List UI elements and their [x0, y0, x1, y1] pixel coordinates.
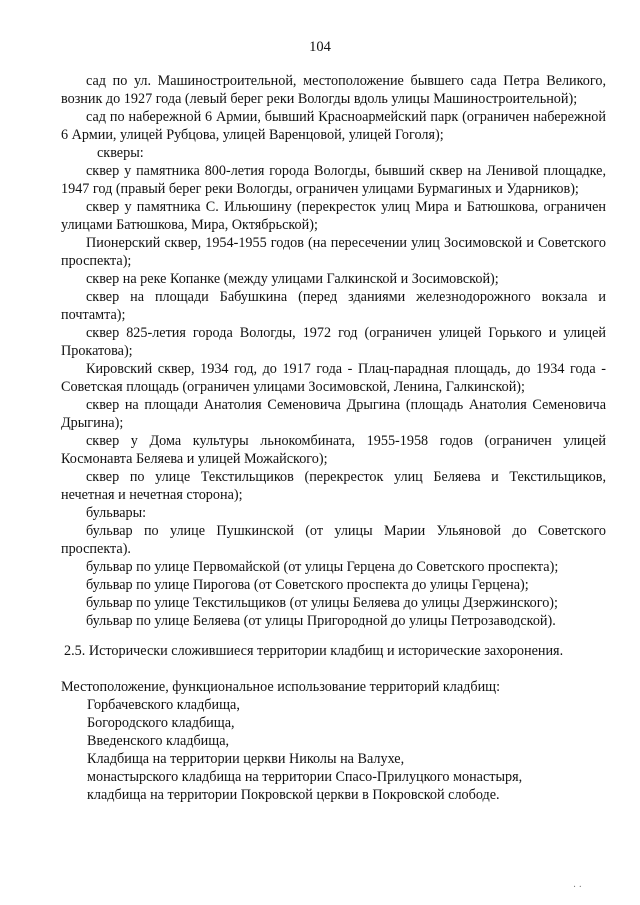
cemetery-item: Введенского кладбища,	[87, 733, 230, 749]
paragraph-boulevard-pirogova: бульвар по улице Пирогова (от Советского проспекта до улицы Герцена);	[86, 577, 529, 593]
cemetery-item: Кладбища на территории церкви Николы на Валухе,	[87, 751, 405, 767]
paragraph-square-825: сквер 825-летия города Вологды, 1972 год (ограничен улицей Горького и улицей Прокатова);	[61, 325, 606, 359]
paragraph-garden-mashinostroitelnaya: сад по ул. Машиностроительной, местоположение бывшего сада Петра Великого, возник до 1927 года (левый берег реки Вологды вдоль улицы Машиностроительной);	[61, 73, 606, 107]
paragraph-boulevard-tekstilshchikov: бульвар по улице Текстильщиков (от улицы Беляева до улицы Дзержинского);	[86, 595, 558, 611]
paragraph-square-drygin: сквер на площади Анатолия Семеновича Дрыгина (площадь Анатолия Семеновича Дрыгина);	[61, 397, 606, 431]
paragraph-square-babushkin: сквер на площади Бабушкина (перед зданиями железнодорожного вокзала и почтамта);	[61, 289, 606, 323]
section-heading: 2.5. Исторически сложившиеся территории кладбищ и исторические захоронения.	[64, 643, 564, 659]
spacer	[61, 630, 606, 642]
spacer	[61, 660, 606, 678]
document-body	[61, 72, 606, 804]
cemetery-item: Богородского кладбища,	[87, 715, 235, 731]
cemetery-item: монастырского кладбища на территории Спасо-Прилуцкого монастыря,	[87, 769, 523, 785]
paragraph-square-culture-house: сквер у Дома культуры льнокомбината, 1955-1958 годов (ограничен улицей Космонавта Беляева и улицей Можайского);	[61, 433, 606, 467]
paragraph-boulevard-belyaeva: бульвар по улице Беляева (от улицы Пригородной до улицы Петрозаводской).	[86, 613, 556, 629]
paragraph-square-kirov: Кировский сквер, 1934 год, до 1917 года - Плац-парадная площадь, до 1934 года - Советская площадь (ограничен улицами Зосимовской, Ленина, Галкинской);	[61, 361, 606, 395]
paragraph-square-ilyushin: сквер у памятника С. Ильюшину (перекресток улиц Мира и Батюшкова, ограничен улицами Батюшкова, Мира, Октябрьской);	[61, 199, 606, 233]
paragraph-square-pioneer: Пионерский сквер, 1954-1955 годов (на пересечении улиц Зосимовской и Советского проспекта);	[61, 235, 606, 269]
paragraph-boulevard-pushkinskaya: бульвар по улице Пушкинской (от улицы Марии Ульяновой до Советского проспекта).	[61, 523, 606, 557]
page-number: 104	[309, 39, 331, 55]
list-heading-squares: скверы:	[97, 145, 144, 161]
paragraph-square-tekstilshchikov: сквер по улице Текстильщиков (перекресток улиц Беляева и Текстильщиков, нечетная и нечетная сторона);	[61, 469, 606, 503]
paragraph-square-800: сквер у памятника 800-летия города Вологды, бывший сквер на Ленивой площадке, 1947 год (правый берег реки Вологды, ограничен улицами Бурмагиных и Ударников);	[61, 163, 606, 197]
cemetery-item: Горбачевского кладбища,	[87, 697, 240, 713]
scan-mark: · ·	[572, 882, 582, 893]
list-heading-boulevards: бульвары:	[86, 505, 147, 521]
paragraph-boulevard-pervomayskaya: бульвар по улице Первомайской (от улицы Герцена до Советского проспекта);	[86, 559, 559, 575]
paragraph-garden-embankment: сад по набережной 6 Армии, бывший Красноармейский парк (ограничен набережной 6 Армии, улицей Рубцова, улицей Варенцовой, улицей Гоголя);	[61, 109, 606, 143]
location-intro: Местоположение, функциональное использование территорий кладбищ:	[61, 679, 501, 695]
cemetery-item: кладбища на территории Покровской церкви в Покровской слободе.	[87, 787, 500, 803]
paragraph-square-kopanka: сквер на реке Копанке (между улицами Галкинской и Зосимовской);	[86, 271, 499, 287]
